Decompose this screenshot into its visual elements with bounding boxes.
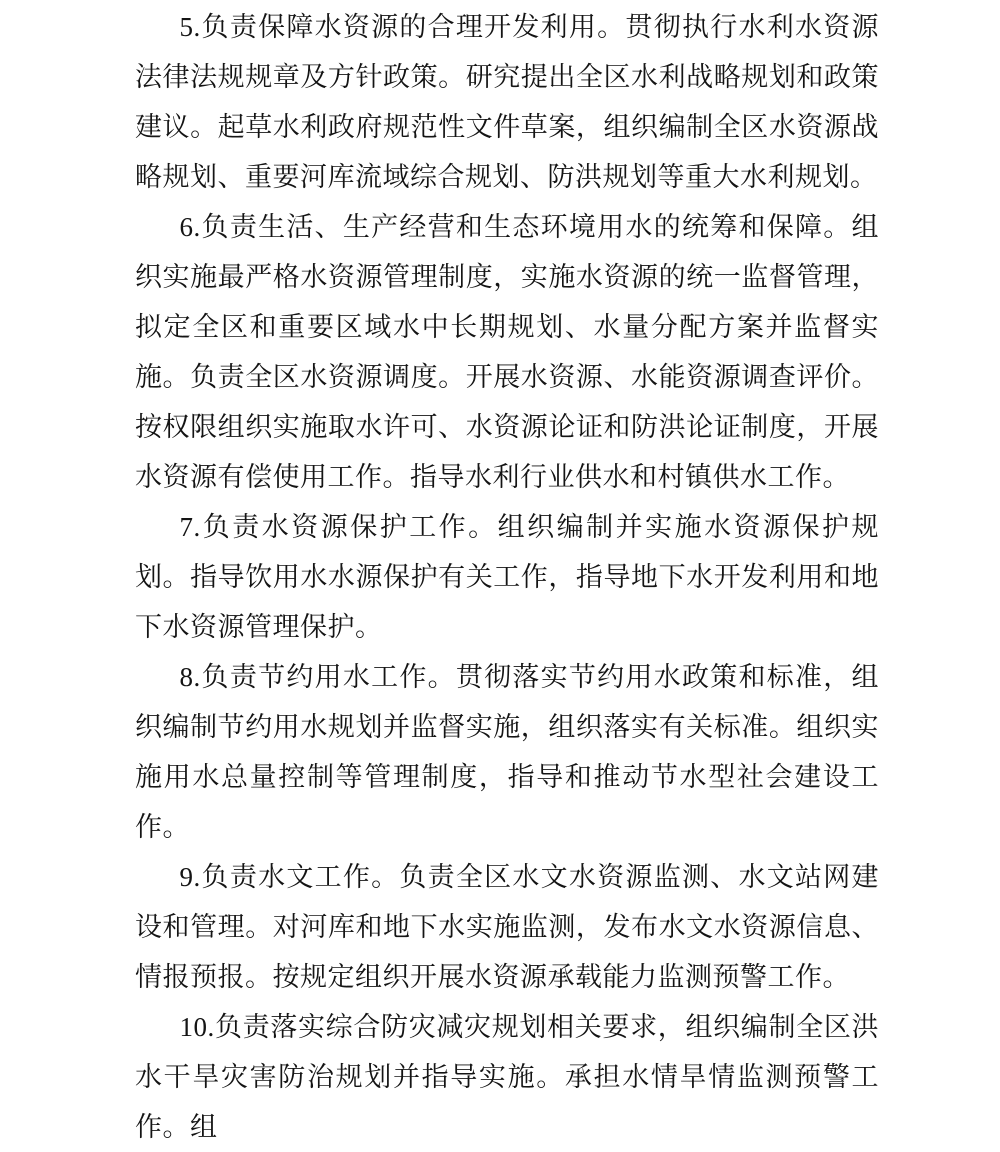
paragraph-item-5: 5.负责保障水资源的合理开发利用。贯彻执行水利水资源法律法规规章及方针政策。研究提出全区水利战略规划和政策建议。起草水利政府规范性文件草案，组织编制全区水资源战略规划、重要河库流域综合规划、防洪规划等重大水利规划。: [135, 12, 879, 192]
paragraph-item-8: 8.负责节约用水工作。贯彻落实节约用水政策和标准，组织编制节约用水规划并监督实施，组织落实有关标准。组织实施用水总量控制等管理制度，指导和推动节水型社会建设工作。: [135, 662, 879, 842]
paragraph-item-9: 9.负责水文工作。负责全区水文水资源监测、水文站网建设和管理。对河库和地下水实施监测，发布水文水资源信息、情报预报。按规定组织开展水资源承载能力监测预警工作。: [135, 862, 879, 992]
paragraph-item-10: 10.负责落实综合防灾减灾规划相关要求，组织编制全区洪水干旱灾害防治规划并指导实施。承担水情旱情监测预警工作。组: [135, 1012, 879, 1142]
paragraph-item-7: 7.负责水资源保护工作。组织编制并实施水资源保护规划。指导饮用水水源保护有关工作，指导地下水开发利用和地下水资源管理保护。: [135, 512, 879, 642]
paragraph-item-6: 6.负责生活、生产经营和生态环境用水的统筹和保障。组织实施最严格水资源管理制度，实施水资源的统一监督管理，拟定全区和重要区域水中长期规划、水量分配方案并监督实施。负责全区水资源调度。开展水资源、水能资源调查评价。按权限组织实施取水许可、水资源论证和防洪论证制度，开展水资源有偿使用工作。指导水利行业供水和村镇供水工作。: [135, 212, 879, 492]
